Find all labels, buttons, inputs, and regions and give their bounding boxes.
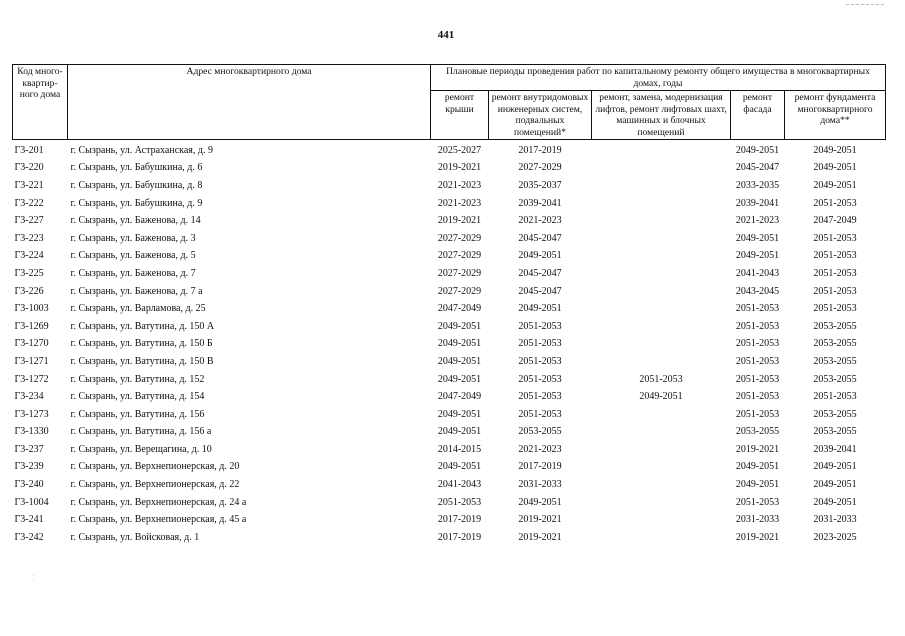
cell-address: г. Сызрань, ул. Бабушкина, д. 9 <box>70 197 203 209</box>
cell-address: г. Сызрань, ул. Верхнепионерская, д. 22 <box>70 479 240 491</box>
table-row <box>13 441 886 459</box>
cell-roof: 2021-2023 <box>437 197 482 209</box>
cell-roof: 2049-2051 <box>437 338 482 350</box>
header-address: Адрес многоквартирного дома <box>68 65 431 140</box>
cell-elevators <box>592 529 731 547</box>
cell-code: Г3-222 <box>14 197 44 209</box>
cell-address: г. Сызрань, ул. Войсковая, д. 1 <box>70 531 200 543</box>
cell-code: Г3-223 <box>14 232 44 244</box>
cell-roof: 2019-2021 <box>437 162 482 174</box>
cell-address: г. Сызрань, ул. Ватутина, д. 150 Б <box>70 338 213 350</box>
scan-edge-line <box>846 4 884 5</box>
cell-facade: 2051-2053 <box>735 303 780 315</box>
table-row <box>13 476 886 494</box>
cell-facade: 2049-2051 <box>735 232 780 244</box>
cell-address: г. Сызрань, ул. Баженова, д. 7 а <box>70 285 203 297</box>
cell-elevators <box>592 283 731 301</box>
cell-facade: 2019-2021 <box>735 531 780 543</box>
cell-address: г. Сызрань, ул. Верещагина, д. 10 <box>70 443 212 455</box>
cell-code: Г3-237 <box>14 443 44 455</box>
cell-roof: 2049-2051 <box>437 408 482 420</box>
cell-systems: 2019-2021 <box>518 514 562 526</box>
cell-address: г. Сызрань, ул. Бабушкина, д. 8 <box>70 179 203 191</box>
cell-systems: 2053-2055 <box>518 426 562 438</box>
scan-speck: · <box>597 604 600 613</box>
cell-foundation: 2053-2055 <box>813 355 857 367</box>
cell-address: г. Сызрань, ул. Варламова, д. 25 <box>70 303 206 315</box>
table-row <box>13 195 886 213</box>
cell-foundation: 2023-2025 <box>813 531 857 543</box>
cell-address: г. Сызрань, ул. Астраханская, д. 9 <box>70 144 213 156</box>
cell-elevators <box>592 511 731 529</box>
cell-code: Г3-226 <box>14 285 44 297</box>
cell-foundation: 2051-2053 <box>813 267 857 279</box>
header-facade: ремонт фасада <box>731 91 785 140</box>
cell-foundation: 2047-2049 <box>813 215 857 227</box>
cell-address: г. Сызрань, ул. Баженова, д. 14 <box>70 215 201 227</box>
cell-elevators <box>592 336 731 354</box>
cell-address: г. Сызрань, ул. Ватутина, д. 150 В <box>70 355 214 367</box>
table-row <box>13 300 886 318</box>
cell-elevators <box>592 441 731 459</box>
cell-elevators <box>592 300 731 318</box>
table-row <box>13 371 886 389</box>
cell-roof: 2025-2027 <box>437 144 482 156</box>
cell-elevators <box>592 476 731 494</box>
table-row <box>13 140 886 160</box>
cell-foundation: 2053-2055 <box>813 338 857 350</box>
cell-elevators: 2051-2053 <box>639 373 683 385</box>
cell-facade: 2043-2045 <box>735 285 780 297</box>
cell-systems: 2045-2047 <box>518 267 562 279</box>
cell-facade: 2051-2053 <box>735 320 780 332</box>
header-roof: ремонт крыши <box>431 91 489 140</box>
cell-systems: 2051-2053 <box>518 355 562 367</box>
cell-roof: 2049-2051 <box>437 373 482 385</box>
cell-code: Г3-240 <box>14 479 44 491</box>
header-code: Код много-квартир-ного дома <box>13 65 68 140</box>
table-row <box>13 265 886 283</box>
cell-facade: 2049-2051 <box>735 250 780 262</box>
cell-roof: 2019-2021 <box>437 215 482 227</box>
cell-code: Г3-1272 <box>14 373 49 385</box>
cell-elevators <box>592 406 731 424</box>
cell-address: г. Сызрань, ул. Баженова, д. 7 <box>70 267 196 279</box>
cell-elevators <box>592 318 731 336</box>
cell-address: г. Сызрань, ул. Верхнепионерская, д. 20 <box>70 461 240 473</box>
cell-roof: 2014-2015 <box>437 443 482 455</box>
cell-elevators <box>592 177 731 195</box>
cell-systems: 2027-2029 <box>518 162 562 174</box>
cell-facade: 2033-2035 <box>735 179 780 191</box>
cell-systems: 2051-2053 <box>518 320 562 332</box>
cell-elevators: 2049-2051 <box>639 391 683 403</box>
scan-speck: ⁚ <box>32 574 35 583</box>
cell-foundation: 2053-2055 <box>813 320 857 332</box>
cell-code: Г3-1004 <box>14 496 49 508</box>
cell-code: Г3-1003 <box>14 303 49 315</box>
cell-foundation: 2051-2053 <box>813 303 857 315</box>
cell-code: Г3-201 <box>14 144 44 156</box>
cell-facade: 2049-2051 <box>735 479 780 491</box>
header-planned-periods: Плановые периоды проведения работ по капитальному ремонту общего имущества в многоквартирных домах, годы <box>431 65 886 91</box>
cell-systems: 2051-2053 <box>518 338 562 350</box>
cell-elevators <box>592 494 731 512</box>
cell-systems: 2021-2023 <box>518 215 562 227</box>
cell-systems: 2051-2053 <box>518 408 562 420</box>
cell-code: Г3-239 <box>14 461 44 473</box>
cell-roof: 2049-2051 <box>437 320 482 332</box>
table-row <box>13 388 886 406</box>
cell-code: Г3-1271 <box>14 355 49 367</box>
cell-foundation: 2051-2053 <box>813 391 857 403</box>
cell-code: Г3-1270 <box>14 338 49 350</box>
table-row <box>13 283 886 301</box>
cell-facade: 2051-2053 <box>735 408 780 420</box>
cell-foundation: 2049-2051 <box>813 162 857 174</box>
cell-facade: 2053-2055 <box>735 426 780 438</box>
cell-facade: 2051-2053 <box>735 338 780 350</box>
table-row <box>13 177 886 195</box>
cell-roof: 2047-2049 <box>437 391 482 403</box>
table-row <box>13 459 886 477</box>
cell-code: Г3-1330 <box>14 426 49 438</box>
cell-address: г. Сызрань, ул. Баженова, д. 5 <box>70 250 196 262</box>
cell-code: Г3-1273 <box>14 408 49 420</box>
cell-systems: 2049-2051 <box>518 250 562 262</box>
cell-systems: 2045-2047 <box>518 285 562 297</box>
cell-systems: 2051-2053 <box>518 391 562 403</box>
cell-elevators <box>592 140 731 160</box>
cell-facade: 2051-2053 <box>735 391 780 403</box>
cell-systems: 2021-2023 <box>518 443 562 455</box>
table-row <box>13 494 886 512</box>
cell-foundation: 2049-2051 <box>813 479 857 491</box>
capital-repair-schedule-table <box>12 64 886 547</box>
cell-foundation: 2039-2041 <box>813 443 857 455</box>
cell-systems: 2049-2051 <box>518 496 562 508</box>
header-foundation: ремонт фундамента многоквартирного дома** <box>785 91 886 140</box>
cell-address: г. Сызрань, ул. Верхнепионерская, д. 24 а <box>70 496 247 508</box>
cell-elevators <box>592 160 731 178</box>
cell-elevators <box>592 353 731 371</box>
cell-systems: 2045-2047 <box>518 232 562 244</box>
cell-code: Г3-1269 <box>14 320 49 332</box>
cell-code: Г3-227 <box>14 215 44 227</box>
cell-facade: 2045-2047 <box>735 162 780 174</box>
cell-elevators <box>592 230 731 248</box>
table-row <box>13 230 886 248</box>
table-row <box>13 212 886 230</box>
table-row <box>13 406 886 424</box>
cell-systems: 2051-2053 <box>518 373 562 385</box>
cell-facade: 2019-2021 <box>735 443 780 455</box>
cell-code: Г3-221 <box>14 179 44 191</box>
cell-roof: 2021-2023 <box>437 179 482 191</box>
table-row <box>13 336 886 354</box>
cell-foundation: 2049-2051 <box>813 461 857 473</box>
cell-address: г. Сызрань, ул. Ватутина, д. 156 <box>70 408 205 420</box>
cell-roof: 2017-2019 <box>437 531 482 543</box>
page-number: 441 <box>437 29 455 41</box>
cell-code: Г3-242 <box>14 531 44 543</box>
cell-code: Г3-225 <box>14 267 44 279</box>
table-header <box>13 65 886 140</box>
table-row <box>13 353 886 371</box>
cell-elevators <box>592 248 731 266</box>
cell-roof: 2027-2029 <box>437 267 482 279</box>
cell-roof: 2017-2019 <box>437 514 482 526</box>
header-elevators: ремонт, замена, модернизация лифтов, ремонт лифтовых шахт, машинных и блочных помещений <box>592 91 731 140</box>
cell-address: г. Сызрань, ул. Ватутина, д. 152 <box>70 373 205 385</box>
cell-facade: 2051-2053 <box>735 496 780 508</box>
cell-code: Г3-234 <box>14 391 44 403</box>
cell-foundation: 2053-2055 <box>813 408 857 420</box>
cell-roof: 2041-2043 <box>437 479 482 491</box>
cell-foundation: 2049-2051 <box>813 496 857 508</box>
cell-foundation: 2053-2055 <box>813 426 857 438</box>
table-row <box>13 248 886 266</box>
cell-foundation: 2049-2051 <box>813 179 857 191</box>
cell-roof: 2027-2029 <box>437 232 482 244</box>
cell-systems: 2035-2037 <box>518 179 562 191</box>
cell-roof: 2027-2029 <box>437 250 482 262</box>
header-engineering-systems: ремонт внутридомовых инженерных систем, подвальных помещений* <box>489 91 592 140</box>
cell-elevators <box>592 212 731 230</box>
cell-elevators <box>592 265 731 283</box>
cell-systems: 2039-2041 <box>518 197 562 209</box>
cell-elevators <box>592 459 731 477</box>
cell-facade: 2021-2023 <box>735 215 780 227</box>
cell-roof: 2047-2049 <box>437 303 482 315</box>
table-body <box>13 140 886 547</box>
cell-roof: 2049-2051 <box>437 461 482 473</box>
cell-elevators <box>592 424 731 442</box>
cell-foundation: 2051-2053 <box>813 250 857 262</box>
cell-foundation: 2049-2051 <box>813 144 857 156</box>
cell-elevators <box>592 195 731 213</box>
cell-systems: 2017-2019 <box>518 144 562 156</box>
table-row <box>13 318 886 336</box>
cell-foundation: 2051-2053 <box>813 197 857 209</box>
cell-systems: 2019-2021 <box>518 531 562 543</box>
cell-facade: 2049-2051 <box>735 144 780 156</box>
table-row <box>13 424 886 442</box>
cell-foundation: 2051-2053 <box>813 285 857 297</box>
cell-facade: 2051-2053 <box>735 355 780 367</box>
cell-address: г. Сызрань, ул. Ватутина, д. 150 А <box>70 320 215 332</box>
cell-address: г. Сызрань, ул. Бабушкина, д. 6 <box>70 162 203 174</box>
cell-systems: 2049-2051 <box>518 303 562 315</box>
cell-systems: 2017-2019 <box>518 461 562 473</box>
cell-systems: 2031-2033 <box>518 479 562 491</box>
cell-roof: 2049-2051 <box>437 426 482 438</box>
table-row <box>13 160 886 178</box>
cell-address: г. Сызрань, ул. Баженова, д. 3 <box>70 232 196 244</box>
cell-roof: 2051-2053 <box>437 496 482 508</box>
cell-address: г. Сызрань, ул. Верхнепионерская, д. 45 а <box>70 514 247 526</box>
cell-facade: 2049-2051 <box>735 461 780 473</box>
cell-foundation: 2031-2033 <box>813 514 857 526</box>
cell-code: Г3-241 <box>14 514 44 526</box>
cell-address: г. Сызрань, ул. Ватутина, д. 154 <box>70 391 205 403</box>
cell-foundation: 2051-2053 <box>813 232 857 244</box>
cell-roof: 2027-2029 <box>437 285 482 297</box>
cell-foundation: 2053-2055 <box>813 373 857 385</box>
cell-code: Г3-220 <box>14 162 44 174</box>
table-row <box>13 511 886 529</box>
cell-facade: 2041-2043 <box>735 267 780 279</box>
cell-address: г. Сызрань, ул. Ватутина, д. 156 а <box>70 426 212 438</box>
table-row <box>13 529 886 547</box>
cell-roof: 2049-2051 <box>437 355 482 367</box>
cell-facade: 2039-2041 <box>735 197 780 209</box>
cell-facade: 2051-2053 <box>735 373 780 385</box>
cell-code: Г3-224 <box>14 250 44 262</box>
cell-facade: 2031-2033 <box>735 514 780 526</box>
